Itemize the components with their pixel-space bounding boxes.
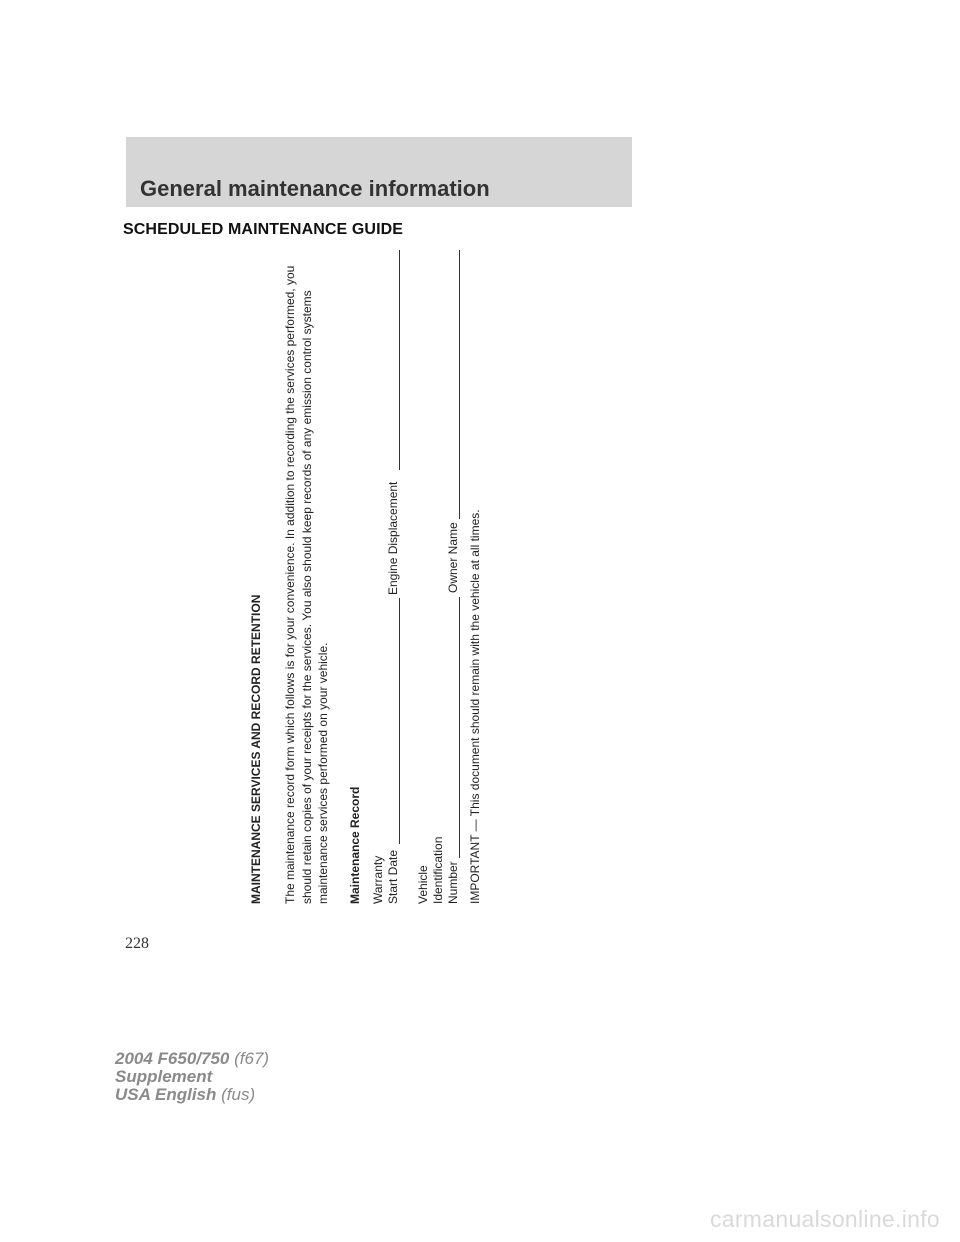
footer-model: 2004 F650/750 [115,1049,230,1068]
important-note: IMPORTANT — This document should remain with the vehicle at all times. [468,509,482,904]
vin-field[interactable] [459,597,460,858]
guide-title: SCHEDULED MAINTENANCE GUIDE [123,221,404,238]
footer-language: USA English [115,1085,217,1104]
warranty-label-line1: Warranty [371,855,385,904]
vin-label-line3: Number [446,861,460,904]
record-retention-paragraph: The maintenance record form which follows is for your convenience. In addition to recording the services performed, you should retain copies of your receipts for the services. You also should keep records of any emission control systems maintenance services performed on your vehicle. [283,265,330,904]
document-footer [115,1050,269,1104]
page-number: 228 [125,935,149,952]
section-title: General maintenance information [140,176,490,201]
footer-doc-type: Supplement [115,1067,213,1086]
footer-model-code: (f67) [234,1049,270,1068]
record-retention-heading: MAINTENANCE SERVICES AND RECORD RETENTION [249,594,263,904]
rotated-maintenance-record-block [248,244,493,904]
vin-label-line1: Vehicle [416,865,430,904]
owner-name-label: Owner Name [446,522,460,593]
engine-displacement-label: Engine Displacement [386,481,400,595]
vin-label-line2: Identification [431,836,445,904]
owner-name-field[interactable] [459,250,460,519]
warranty-label-line2: Start Date [386,849,400,904]
watermark: carmanualsonline.info [709,1206,940,1232]
warranty-start-date-field[interactable] [399,598,400,844]
engine-displacement-field[interactable] [399,250,400,470]
maintenance-record-title: Maintenance Record [348,786,362,904]
footer-language-code: (fus) [221,1085,256,1104]
